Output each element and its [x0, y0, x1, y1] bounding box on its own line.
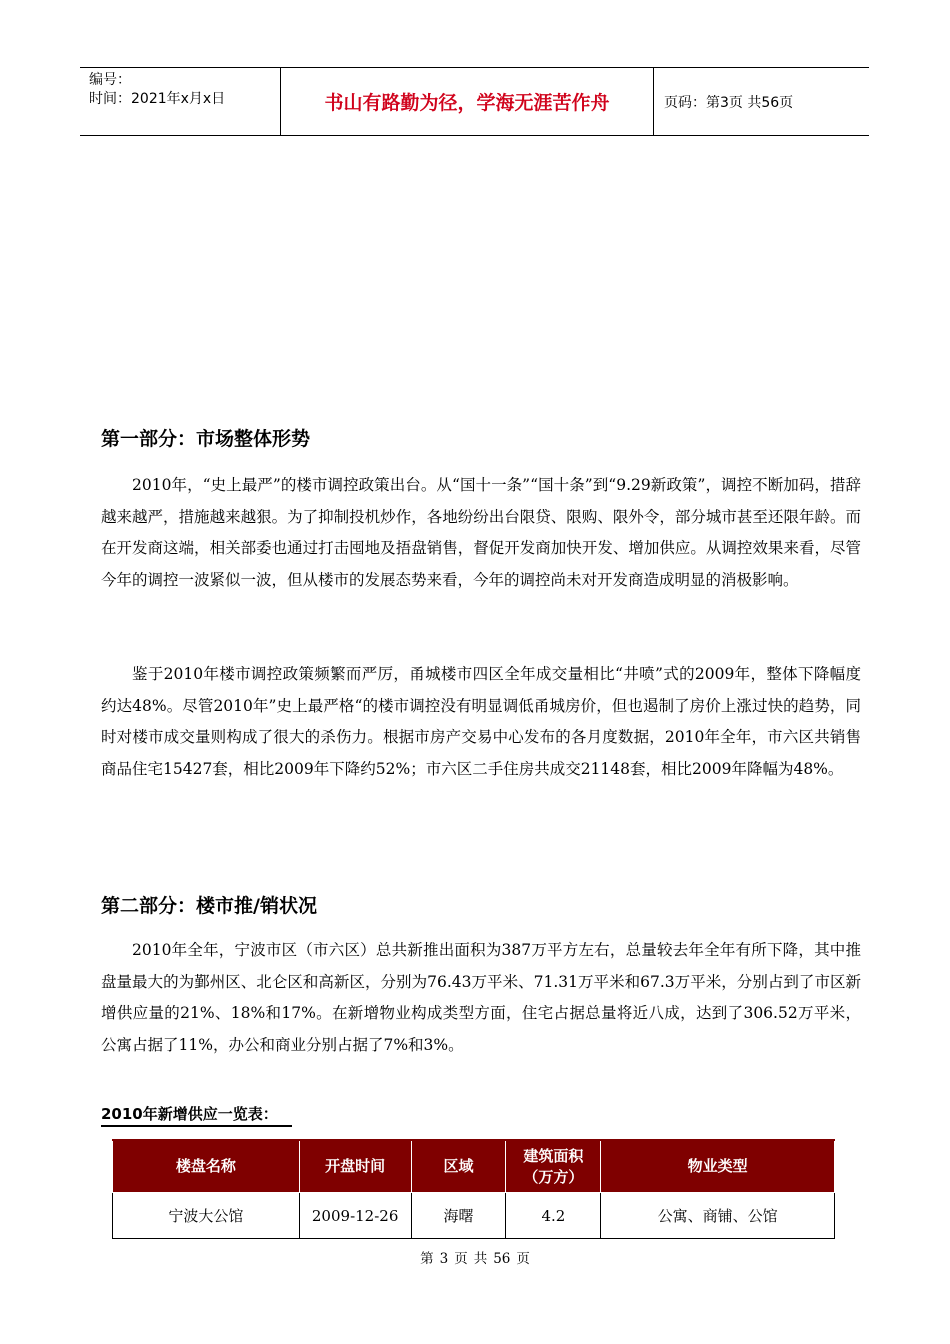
page-header: [80, 67, 869, 136]
page-footer: [0, 1247, 950, 1267]
cell-district: 海曙: [411, 1193, 506, 1239]
header-project-name: 楼盘名称: [113, 1140, 300, 1193]
table-title: 2010年新增供应一览表：: [101, 1104, 292, 1127]
cell-property-type: 公寓、商铺、公馆: [601, 1193, 835, 1239]
header-motto: 书山有路勤为径，学海无涯苦作舟: [281, 68, 654, 135]
header-district: 区域: [411, 1140, 506, 1193]
table-row: [113, 1193, 835, 1239]
header-meta: [80, 68, 281, 135]
footer-total-pages: 56: [493, 1251, 511, 1267]
footer-ye: 页: [454, 1251, 468, 1267]
section1-paragraph-2: 鉴于2010年楼市调控政策频繁而严厉，甬城楼市四区全年成交量相比“井喷”式的2009年，整体下降幅度约达48%。尽管2010年”史上最严格“的楼市调控没有明显调低甬城房价，但也遏制了房价上涨过快的趋势，同时对楼市成交量则构成了很大的杀伤力。根据市房产交易中心发布的各月度数据，2010年全年，市六区共销售商品住宅15427套，相比2009年下降约52%；市六区二手住房共成交21148套，相比2009年降幅为48%。: [101, 665, 861, 778]
footer-page-number: 3: [439, 1251, 449, 1267]
cell-floor-area: 4.2: [506, 1193, 601, 1239]
header-property-type: 物业类型: [601, 1140, 835, 1193]
number-label: 编号：: [89, 72, 131, 88]
header-floor-area-label: 建筑面积 （万方）: [523, 1146, 584, 1186]
cell-open-date: 2009-12-26: [299, 1193, 411, 1239]
section2-paragraph-1: 2010年全年，宁波市区（市六区）总共新推出面积为387万平方左右，总量较去年全年有所下降，其中推盘量最大的为鄞州区、北仑区和高新区，分别为76.43万平米、71.31万平米和67.3万平米，分别占到了市区新增供应量的21%、18%和17%。在新增物业构成类型方面，住宅占据总量将近八成，达到了306.52万平米，公寓占据了11%，办公和商业分别占据了7%和3%。: [101, 941, 861, 1054]
footer-ye-2: 页: [516, 1251, 530, 1267]
footer-gong: 共: [473, 1251, 488, 1267]
header-open-date: 开盘时间: [299, 1140, 411, 1193]
section1-paragraph-1: 2010年，“史上最严”的楼市调控政策出台。从“国十一条”“国十条”到“9.29新政策”，调控不断加码，措辞越来越严，措施越来越狠。为了抑制投机炒作，各地纷纷出台限贷、限购、限外令，部分城市甚至还限年龄。而在开发商这端，相关部委也通过打击囤地及捂盘销售，督促开发商加快开发、增加供应。从调控效果来看，尽管今年的调控一波紧似一波，但从楼市的发展态势来看，今年的调控尚未对开发商造成明显的消极影响。: [101, 476, 861, 589]
time-label: 时间：2021年x月x日: [89, 91, 226, 107]
header-floor-area: [506, 1140, 601, 1193]
cell-project-name: 宁波大公馆: [113, 1193, 300, 1239]
section1-title: 第一部分：市场整体形势: [101, 428, 311, 450]
footer-di: 第: [420, 1251, 434, 1267]
header-page-label: 页码：第3页 共56页: [664, 94, 794, 111]
table-header-row: [113, 1140, 835, 1193]
supply-table: [112, 1139, 835, 1239]
section2-title: 第二部分：楼市推/销状况: [101, 895, 317, 917]
